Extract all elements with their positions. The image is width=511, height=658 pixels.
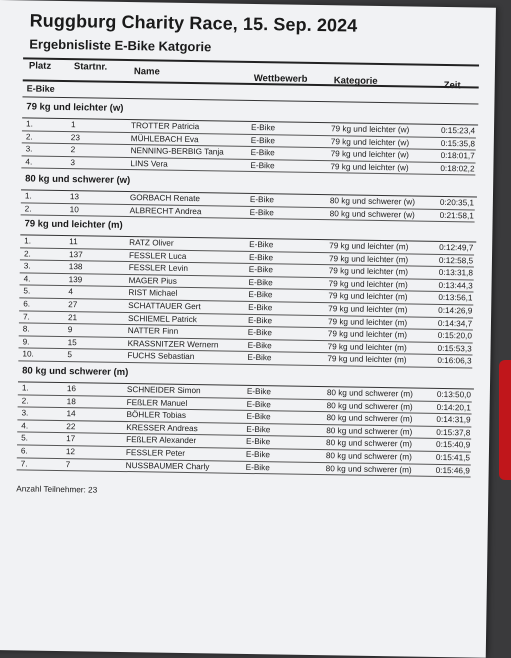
cell-zeit: 0:20:35,1 [439, 197, 475, 208]
cell-startnr: 16 [66, 384, 77, 394]
cell-startnr: 21 [67, 312, 78, 322]
cell-zeit: 0:14:31,9 [436, 415, 471, 425]
cell-zeit: 0:13:56,1 [438, 293, 473, 303]
cell-wettbewerb: E-Bike [249, 194, 275, 205]
cell-platz: 4. [21, 421, 29, 431]
cell-platz: 5. [23, 286, 31, 296]
cell-platz: 3. [23, 261, 31, 271]
cell-wettbewerb: E-Bike [246, 386, 272, 397]
cell-wettbewerb: E-Bike [245, 462, 270, 472]
cell-name: KRESSER Andreas [126, 422, 198, 433]
cell-name: SCHNEIDER Simon [126, 385, 201, 396]
cell-kategorie: 80 kg und schwerer (m) [325, 463, 412, 475]
cell-wettbewerb: E-Bike [247, 328, 272, 338]
cell-wettbewerb: E-Bike [250, 122, 276, 133]
cell-kategorie: 79 kg und leichter (m) [327, 354, 407, 365]
cell-startnr: 139 [68, 274, 83, 285]
cell-kategorie: 79 kg und leichter (m) [327, 316, 408, 328]
cell-platz: 9. [22, 337, 30, 347]
cell-platz: 6. [23, 299, 31, 309]
cell-startnr: 7 [65, 459, 71, 469]
cell-platz: 3. [21, 408, 29, 418]
cell-platz: 7. [22, 311, 30, 322]
cell-wettbewerb: E-Bike [250, 148, 275, 158]
cell-kategorie: 80 kg und schwerer (m) [326, 388, 413, 399]
cell-startnr: 11 [69, 237, 78, 247]
group-title: 80 kg und schwerer (m) [22, 365, 129, 379]
header-bottom-rule [23, 79, 479, 88]
cell-platz: 2. [23, 249, 31, 259]
cell-startnr: 1 [70, 120, 76, 130]
group-title: 79 kg und leichter (m) [24, 218, 123, 231]
cell-zeit: 0:15:40,9 [435, 440, 471, 450]
cell-wettbewerb: E-Bike [246, 437, 271, 447]
cell-startnr: 3 [70, 157, 76, 167]
cell-zeit: 0:13:50,0 [436, 389, 472, 400]
cell-zeit: 0:15:37,8 [436, 427, 471, 438]
cell-name: MÜHLEBACH Eva [130, 133, 199, 144]
cell-wettbewerb: E-Bike [247, 315, 273, 325]
cell-startnr: 10 [69, 204, 79, 214]
cell-zeit: 0:16:06,3 [437, 356, 472, 366]
cell-name: FEßLER Alexander [126, 435, 197, 446]
cell-startnr: 9 [67, 325, 73, 335]
cell-kategorie: 79 kg und leichter (m) [327, 341, 407, 353]
cell-wettbewerb: E-Bike [248, 302, 273, 313]
cell-startnr: 14 [66, 409, 76, 419]
cell-wettbewerb: E-Bike [247, 353, 272, 363]
cell-zeit: 0:15:46,9 [435, 465, 470, 476]
cell-zeit: 0:14:20,1 [436, 402, 471, 413]
cell-zeit: 0:13:44,3 [438, 280, 473, 291]
cell-platz: 10. [22, 349, 34, 359]
cell-zeit: 0:14:26,9 [438, 305, 473, 316]
cell-wettbewerb: E-Bike [249, 207, 274, 217]
cell-startnr: 137 [68, 249, 83, 259]
group-title: 80 kg und schwerer (w) [25, 173, 131, 187]
cell-name: SCHATTAUER Gert [128, 301, 201, 312]
cell-name: MAGER Pius [128, 275, 177, 286]
cell-platz: 1. [24, 236, 32, 246]
cell-platz: 1. [21, 383, 29, 393]
cell-wettbewerb: E-Bike [247, 340, 272, 351]
cell-zeit: 0:18:01,7 [440, 151, 475, 161]
cell-startnr: 18 [66, 396, 76, 406]
cell-name: ALBRECHT Andrea [129, 205, 202, 216]
cell-name: FESSLER Levin [128, 263, 189, 274]
cell-startnr: 15 [67, 337, 77, 348]
cell-wettbewerb: E-Bike [248, 265, 273, 275]
cell-name: GORBACH Renate [129, 193, 201, 204]
cell-kategorie: 79 kg und leichter (w) [330, 136, 410, 148]
cell-startnr: 2 [70, 145, 76, 155]
cell-platz: 2. [25, 132, 33, 142]
cell-platz: 7. [20, 458, 28, 469]
cell-wettbewerb: E-Bike [250, 160, 275, 171]
cell-kategorie: 80 kg und schwerer (m) [326, 425, 413, 437]
cell-kategorie: 79 kg und leichter (m) [328, 253, 409, 265]
cell-platz: 1. [25, 119, 33, 129]
cell-name: KRASSNITZER Wernern [127, 338, 219, 350]
cell-zeit: 0:18:02,2 [440, 163, 475, 174]
cell-zeit: 0:15:35,8 [440, 138, 476, 149]
cell-kategorie: 79 kg und leichter (w) [330, 162, 409, 173]
cell-name: LINS Vera [130, 158, 168, 169]
cell-platz: 6. [20, 446, 28, 456]
cell-wettbewerb: E-Bike [246, 412, 271, 422]
participant-count: Anzahl Teilnehmer: 23 [16, 484, 98, 495]
group-title: 79 kg und leichter (w) [26, 101, 124, 114]
cell-name: NATTER Finn [127, 326, 179, 337]
col-header-wettbewerb: Wettbewerb [253, 72, 308, 85]
cell-kategorie: 80 kg und schwerer (w) [329, 196, 416, 207]
cell-platz: 1. [24, 191, 32, 201]
cell-kategorie: 80 kg und schwerer (m) [325, 451, 412, 462]
cell-kategorie: 79 kg und leichter (w) [330, 149, 409, 160]
cell-platz: 3. [25, 144, 33, 154]
cell-startnr: 4 [68, 287, 74, 297]
cell-name: FESSLER Peter [125, 448, 186, 458]
cell-startnr: 23 [70, 132, 81, 142]
cell-wettbewerb: E-Bike [249, 239, 274, 250]
section-label: E-Bike [26, 83, 55, 94]
cell-kategorie: 79 kg und leichter (m) [328, 278, 408, 290]
col-header-platz: Platz [28, 60, 52, 72]
cell-name: RATZ Oliver [129, 238, 174, 248]
cell-wettbewerb: E-Bike [246, 424, 271, 435]
cell-startnr: 22 [66, 421, 76, 432]
cell-kategorie: 79 kg und leichter (m) [328, 266, 409, 277]
cell-startnr: 13 [69, 192, 80, 202]
cell-kategorie: 79 kg und leichter (m) [327, 329, 408, 340]
cell-wettbewerb: E-Bike [248, 277, 273, 288]
cell-zeit: 0:15:20,0 [437, 331, 473, 341]
cell-kategorie: 79 kg und leichter (m) [329, 241, 409, 252]
cell-platz: 4. [25, 157, 33, 167]
cell-platz: 8. [22, 324, 30, 334]
cell-name: RIST Michael [128, 288, 178, 299]
cell-zeit: 0:12:49,7 [439, 242, 474, 253]
cell-name: BÖHLER Tobias [126, 410, 187, 421]
cell-zeit: 0:12:58,5 [438, 255, 474, 266]
cell-name: NENNING-BERBIG Tanja [130, 146, 224, 157]
cell-zeit: 0:21:58,1 [439, 210, 474, 221]
cell-startnr: 5 [67, 350, 73, 360]
cell-zeit: 0:15:23,4 [440, 125, 476, 136]
page-title: Ruggburg Charity Race, 15. Sep. 2024 [29, 10, 358, 36]
cell-name: SCHIEMEL Patrick [127, 313, 197, 324]
cell-kategorie: 79 kg und leichter (m) [328, 304, 408, 315]
cell-zeit: 0:15:41,5 [435, 452, 471, 463]
cell-name: FUCHS Sebastian [127, 351, 195, 362]
col-header-name: Name [133, 66, 160, 78]
cell-platz: 2. [21, 395, 29, 406]
cell-zeit: 0:14:34,7 [437, 318, 473, 329]
cell-kategorie: 79 kg und leichter (w) [330, 124, 410, 135]
page-subtitle: Ergebnisliste E-Bike Katgorie [29, 36, 212, 55]
cell-kategorie: 80 kg und schwerer (w) [329, 208, 415, 220]
cell-wettbewerb: E-Bike [248, 252, 274, 262]
cell-startnr: 138 [68, 262, 83, 272]
cell-wettbewerb: E-Bike [250, 135, 276, 145]
cell-zeit: 0:13:31,8 [438, 268, 473, 278]
cell-name: NUSSBAUMER Charly [125, 460, 210, 471]
cell-kategorie: 79 kg und leichter (m) [328, 291, 408, 302]
cell-name: FESSLER Luca [128, 250, 187, 261]
cell-kategorie: 80 kg und schwerer (m) [326, 413, 413, 424]
cell-name: TROTTER Patricia [130, 121, 200, 132]
cell-name: FEßLER Manuel [126, 397, 188, 408]
cell-startnr: 27 [68, 300, 78, 310]
col-header-kategorie: Kategorie [333, 75, 378, 87]
cell-zeit: 0:15:53,3 [437, 343, 472, 354]
cell-wettbewerb: E-Bike [246, 399, 271, 409]
cell-platz: 4. [23, 274, 31, 284]
cell-platz: 2. [24, 204, 32, 214]
cell-startnr: 12 [65, 447, 76, 457]
col-header-startnr: Startnr. [73, 61, 108, 73]
cell-wettbewerb: E-Bike [248, 290, 273, 300]
col-header-zeit: Zeit [443, 79, 461, 92]
cell-wettbewerb: E-Bike [245, 449, 271, 460]
cell-platz: 5. [21, 433, 29, 443]
cell-startnr: 17 [66, 434, 76, 444]
cell-kategorie: 80 kg und schwerer (m) [326, 400, 413, 412]
cell-kategorie: 80 kg und schwerer (m) [326, 438, 413, 449]
red-background-object [499, 360, 511, 480]
